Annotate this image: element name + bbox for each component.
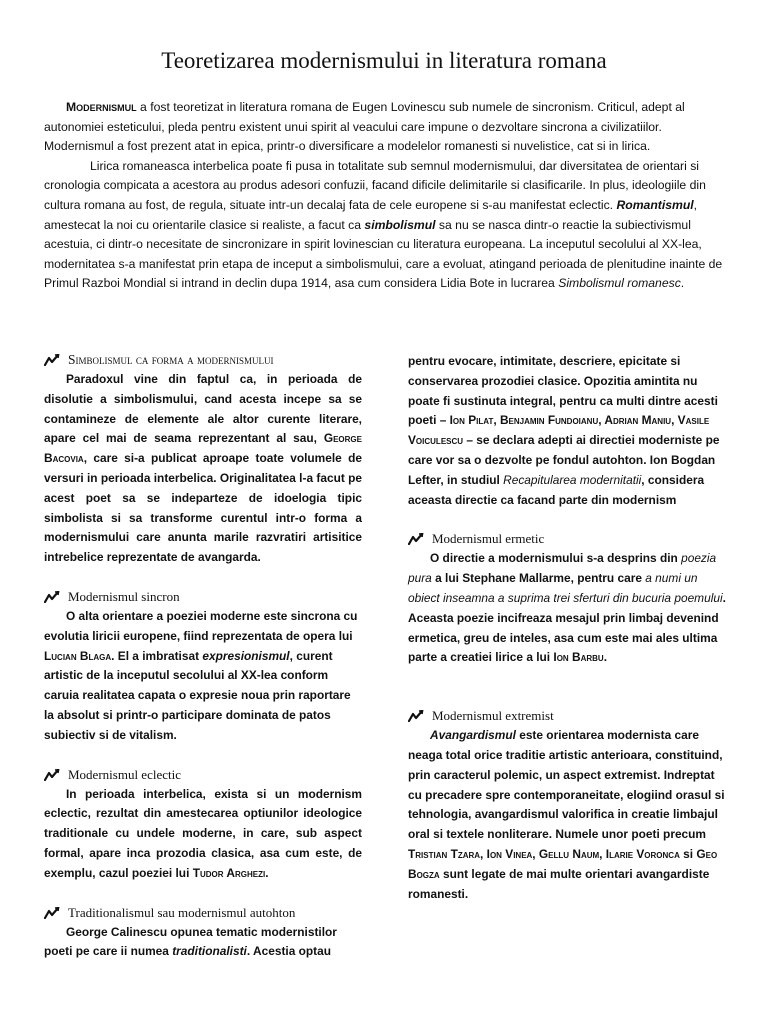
paragraph (44, 785, 362, 884)
book-title: Recapitularea modernitatii (503, 472, 642, 487)
intro-paragraph-2 (44, 157, 730, 294)
keyword-modernismul: Modernismul (66, 100, 137, 114)
pen-icon (408, 533, 424, 545)
author-names: Ion Pilat, Benjamin Fundoianu, Adrian Maniu, Vasile Voiculescu (408, 413, 710, 448)
section-continuation (408, 352, 726, 510)
heading-text: Modernismul ermetic (432, 531, 545, 547)
left-column (44, 350, 362, 981)
keyword-simbolismul: simbolismul (364, 217, 436, 232)
text: O alta orientare a poeziei moderne este sincrona cu evolutia liricii europene, fiind reprezentata de opera lui (44, 608, 358, 643)
quote: a numi un obiect inseamna a suprima trei sferturi din bucuria poemului (408, 571, 723, 605)
term: traditionalisti (172, 944, 247, 959)
paragraph (408, 352, 726, 510)
section-ermetic (408, 529, 726, 668)
book-title: Simbolismul romanesc (558, 276, 681, 291)
text: este orientarea modernista care neaga total orice traditie artistic anterioara, constituind, prin caracterul polemic, un aspect extremist. Indreptat cu precadere spre contemporaneitate, elogiind orasul si tehnologia, avangardismul valorifica in creatie limbajul oral si textele nonliterare. Numele unor poeti precum (408, 728, 725, 842)
text: O directie a modernismului s-a desprins din (430, 551, 682, 566)
heading-text: Modernismul sincron (68, 589, 180, 605)
paragraph (44, 923, 362, 963)
pen-icon (44, 907, 60, 919)
intro-text-2c: sa nu se nasca dintr-o reactie la subiectivismul acestuia, ci dintr-o necesitate de sincronizare in spirit lovinescian cu literatura europeana. La inceputul secolului al XX-lea, modernitatea s-a manifestat prin etapa de inceput a simbolismului, care a evoluat, atingand perioada de plenitudine inainte de Primul Razboi Mondial si intrand in declin dupa 1914, asa cum considera Lidia Bote in lucrarea (44, 217, 723, 291)
text: – se declara adepti ai directiei moderniste pe care vor sa o dezvolte pe fondul autohton. Ion Bogdan Lefter, in studiul (408, 433, 720, 487)
text: . Acestia optau (246, 944, 331, 959)
section-heading (44, 903, 362, 923)
heading-text: Simbolismul ca forma a modernismului (68, 352, 274, 368)
intro-text-2-end: . (680, 276, 685, 291)
text: George Calinescu opunea tematic modernistilor poeti pe care ii numea (44, 924, 337, 959)
section-heading (44, 350, 362, 370)
paragraph (44, 607, 362, 746)
right-column (408, 352, 726, 923)
heading-text: Traditionalismul sau modernismul autohton (68, 904, 296, 920)
text: . (265, 865, 269, 880)
section-body (44, 785, 362, 884)
author-name: Lucian Blaga (44, 648, 112, 663)
text: Paradoxul vine din faptul ca, in perioada de disolutie a simbolismului, cand acesta incepe sa se contamineze de elemente ale altor curente literare, apare cel mai de seama reprezentant al sau, (44, 372, 362, 446)
section-heading (408, 706, 726, 726)
paragraph (408, 549, 726, 668)
term: poezia pura (408, 551, 717, 586)
author-names: Tristian Tzara, Ion Vinea, Gellu Naum, Ilarie Voronca (408, 846, 680, 861)
text: . Aceasta poezie incifreaza mesajul prin limbaj devenind ermetica, greu de inteles, asa cum este mai ales ultima parte a creatiei lirice a lui (408, 590, 726, 665)
text: si (679, 846, 697, 861)
term: Avangardismul (430, 728, 516, 743)
paragraph (44, 370, 362, 568)
paragraph (408, 726, 726, 904)
text: , considera aceasta directie ca facand parte din modernism (408, 472, 705, 507)
text: sunt legate de mai multe orientari avangardiste romanesti. (408, 866, 710, 901)
keyword-romantismul: Romantismul (616, 197, 694, 212)
section-simbolismul (44, 350, 362, 568)
text: , curent artistic de la inceputul secolului al XX-lea conform caruia realitatea capata o expresie noua prin raportare la absolut si printr-o participare dominata de patos subiectiv si de vitalism. (44, 648, 351, 742)
page-title: Teoretizarea modernismului in literatura romana (161, 48, 607, 73)
term: expresionismul (202, 648, 290, 663)
section-body (44, 923, 362, 963)
pen-icon (44, 591, 60, 603)
section-body (408, 549, 726, 668)
intro-text-2a: Lirica romaneasca interbelica poate fi pusa in totalitate sub semnul modernismului, dar diversitatea de orientari si cronologia compicata a acestora au produs adesori confuzii, facand dificile delimitarile si clasificarile. In plus, ideologiile din cultura romana au fost, de regula, situate intr-un decalaj fata de cele europene si s-au manifestat eclectic. (44, 158, 706, 212)
intro-text-2b: , amestecat la noi cu orientarile clasice si realiste, a facut ca (44, 197, 698, 232)
intro-section (44, 98, 730, 294)
author-name: Tudor Arghezi (192, 865, 266, 880)
section-body (408, 726, 726, 904)
section-heading (44, 587, 362, 607)
text: pentru evocare, intimitate, descriere, epicitate si conservarea prozodiei clasice. Opozitia amintita nu poate fi sustinuta integral, pentru ca multi dintre acesti poeti – (408, 354, 718, 428)
text: . (603, 650, 608, 665)
section-heading (408, 529, 726, 549)
heading-text: Modernismul extremist (432, 708, 554, 724)
section-body (44, 607, 362, 746)
section-heading (44, 765, 362, 785)
section-traditionalism (44, 903, 362, 963)
intro-text-1: a fost teoretizat in literatura romana de Eugen Lovinescu sub numele de sincronism. Criticul, adept al autonomiei esteticului, pleda pentru existent unui spirit al veacului care impune o dezvoltare sincrona a civilizatiilor. Modernismul a fost prezent atat in epica, printr-o diversificare a modelelor romanesti si nuvelistice, cat si in lirica. (44, 100, 685, 154)
text: Originalitatea l-a facut pe acest poet sa se indeparteze de idoelogia tipic simbolista si sa transforme curentul intr-o forma a modernismului care anunta marile razvratiri artisitice intrebelice reprezentate de avangarda. (44, 470, 362, 565)
text: In perioada interbelica, exista si un modernism eclectic, rezultat din amestecarea optiunilor ideologice traditionale cu undele moderne, in care, sub aspect formal, apare inca prozodia clasica, asa cum este, de exemplu, cazul poeziei lui (44, 786, 362, 880)
pen-icon (44, 769, 60, 781)
author-name: Ion Barbu (553, 650, 604, 665)
author-name: Geo Bogza (408, 846, 718, 881)
section-eclectic (44, 765, 362, 884)
section-body (44, 370, 362, 568)
section-extremist (408, 706, 726, 904)
text: a lui Stephane Mallarme, pentru care (431, 571, 646, 586)
text: , care si-a publicat aproape toate volumele de versuri in perioada interbelica. (44, 451, 362, 485)
intro-paragraph-1 (44, 98, 730, 157)
heading-text: Modernismul eclectic (68, 766, 181, 782)
text: . El a imbratisat (111, 648, 203, 663)
pen-icon (408, 710, 424, 722)
section-sincron (44, 587, 362, 746)
pen-icon (44, 354, 60, 366)
author-name: George Bacovia (44, 431, 362, 466)
section-body (408, 352, 726, 510)
